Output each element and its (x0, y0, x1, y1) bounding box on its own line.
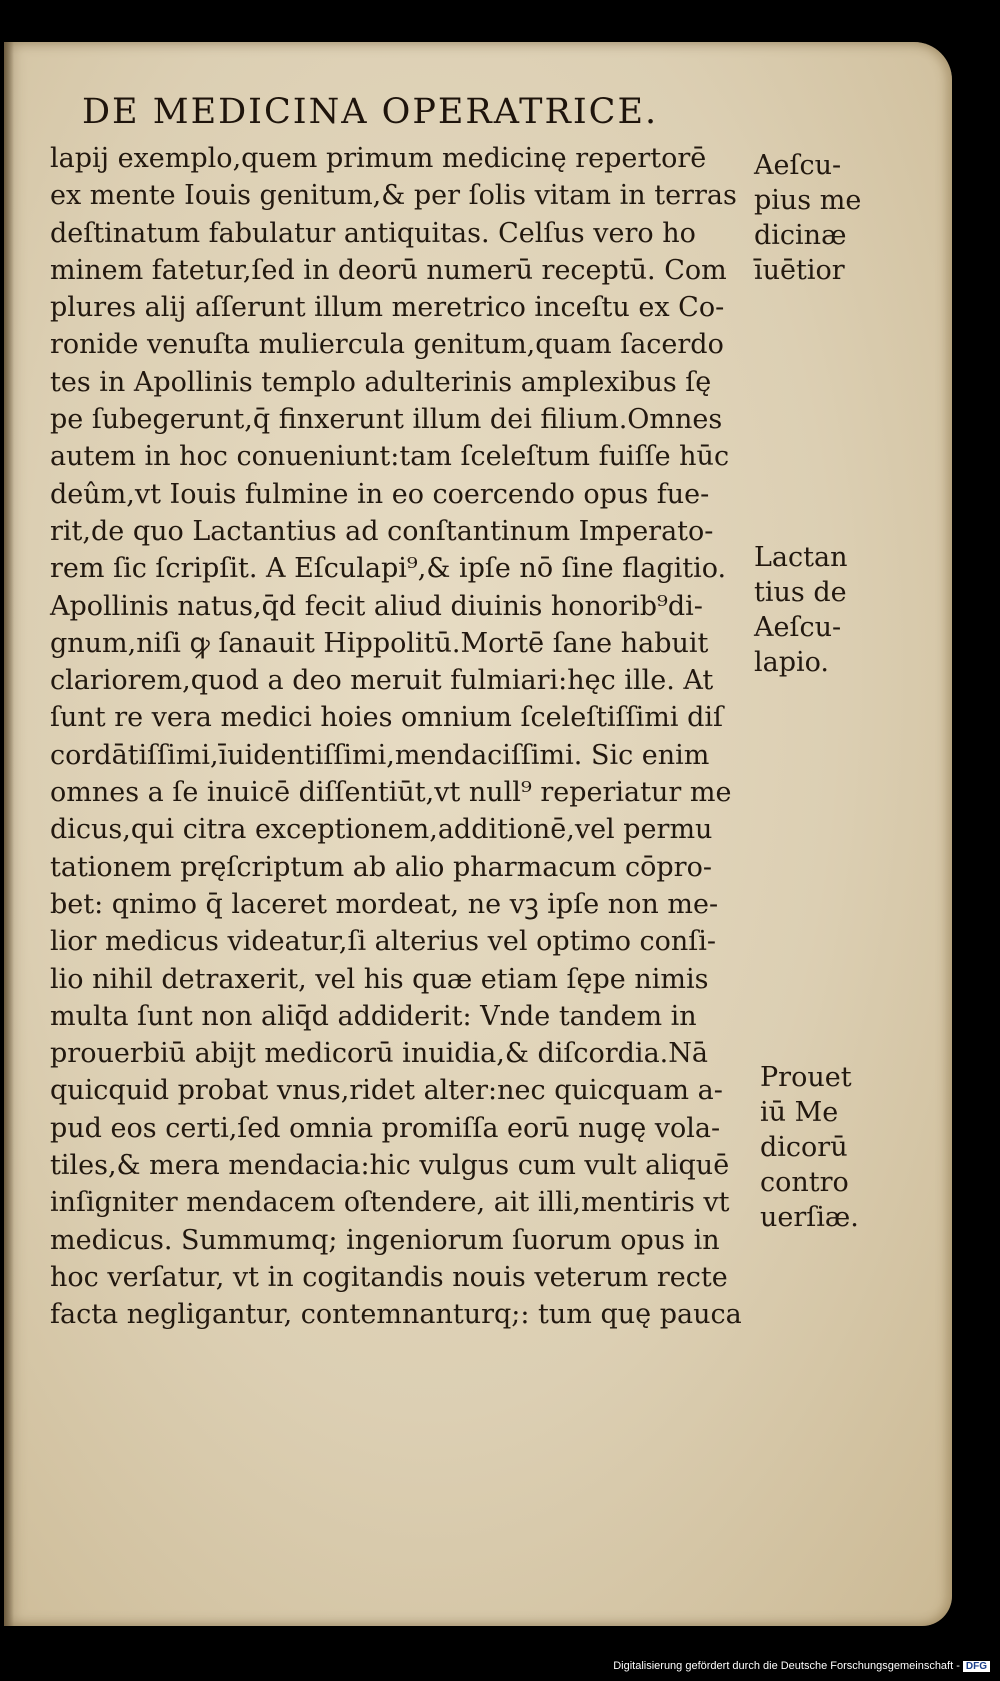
text-line: deûm,vt Iouis fulmine in eo coercendo opus fue- (50, 478, 710, 510)
text-line: pud eos certi,ſed omnia promiſſa eorū nugę vola- (50, 1112, 721, 1144)
running-head: DE MEDICINA OPERATRICE. (82, 92, 659, 132)
margin-note-lactantius (754, 540, 874, 680)
margin-note-line: Aeſcu- (754, 150, 842, 181)
dfg-logo: DFG (963, 1661, 990, 1672)
text-line: gnum,niſi ꝙ ſanauit Hippolitū.Mortē ſane habuit (50, 627, 709, 659)
text-line: lio nihil detraxerit, vel his quæ etiam ſępe nimis (50, 963, 709, 995)
text-line: dicus,qui citra exceptionem,additionē,vel permu (50, 814, 713, 846)
text-line: hoc verſatur, vt in cogitandis nouis veterum recte (50, 1261, 728, 1293)
credit-text: Digitalisierung gefördert durch die Deutsche Forschungsgemeinschaft - (613, 1660, 960, 1672)
margin-note-line: uerſiæ. (760, 1202, 859, 1233)
margin-note-line: iū Me (760, 1097, 839, 1128)
text-line: omnes a ſe inuicē diſſentiūt,vt null⁹ reperiatur me (50, 777, 732, 809)
margin-note-line: lapio. (754, 647, 830, 678)
text-line: inſigniter mendacem oſtendere, ait illi,mentiris vt (50, 1187, 730, 1219)
text-line: multa ſunt non aliq̄d addiderit: Vnde tandem in (50, 1000, 697, 1032)
text-line: rem ſic ſcripſit. A Eſculapi⁹,& ipſe nō ſine flagitio. (50, 553, 727, 585)
text-line: deſtinatum fabulatur antiquitas. Celſus vero ho (50, 217, 696, 249)
margin-note-aesculapius (754, 148, 874, 288)
text-line: prouerbiū abijt medicorū inuidia,& diſcordia.Nā (50, 1038, 708, 1070)
digitization-credit (590, 1660, 990, 1678)
text-line: minem fatetur,ſed in deorū numerū receptū. Com (50, 254, 727, 286)
margin-note-line: īuētior (754, 255, 845, 286)
margin-note-line: pius me (754, 185, 862, 216)
text-line: tationem pręſcriptum ab alio pharmacum cōpro- (50, 851, 712, 883)
text-line: quicquid probat vnus,ridet alter:nec quicquam a- (50, 1075, 723, 1107)
text-line: bet: qnimo q̄ laceret mordeat, ne vꝫ ipſe non me- (50, 888, 719, 920)
text-line: autem in hoc conueniunt:tam ſceleſtum fuiſſe hūc (50, 441, 730, 473)
body-text (50, 140, 760, 1334)
page-gutter-shadow (4, 42, 14, 1626)
margin-note-line: dicorū (760, 1132, 848, 1163)
text-line: rit,de quo Lactantius ad conſtantinum Imperato- (50, 515, 714, 547)
text-line: lior medicus videatur,ſi alterius vel optimo conſi- (50, 926, 717, 958)
margin-note-line: Aeſcu- (754, 612, 842, 643)
text-line: cordātiſſimi,īuidentiſſimi,mendaciſſimi. Sic enim (50, 739, 710, 771)
text-line: tiles,& mera mendacia:hic vulgus cum vult aliquē (50, 1150, 730, 1182)
margin-note-line: Prouet (760, 1062, 852, 1093)
text-line: lapij exemplo,quem primum medicinę repertorē (50, 143, 707, 174)
text-line: ronide venuſta muliercula genitum,quam ſacerdo (50, 329, 724, 361)
text-line: facta negligantur, contemnanturq;: tum quę pauca (50, 1299, 742, 1331)
text-line: plures alij aſſerunt illum meretrico inceſtu ex Co- (50, 292, 725, 324)
text-line: Apollinis natus,q̄d fecit aliud diuinis honorib⁹di- (50, 590, 703, 622)
margin-note-line: tius de (754, 577, 847, 608)
text-line: medicus. Summumq; ingeniorum ſuorum opus in (50, 1224, 720, 1256)
text-line: clariorem,quod a deo meruit fulmiari:hęc ille. At (50, 665, 714, 697)
margin-note-line: dicinæ (754, 220, 847, 251)
text-line: ex mente Iouis genitum,& per ſolis vitam in terras (50, 180, 737, 212)
text-line: tes in Apollinis templo adulterinis amplexibus ſę (50, 366, 712, 398)
text-line: ſunt re vera medici hoies omnium ſceleſtiſſimi diſ (50, 702, 724, 734)
margin-note-line: contro (760, 1167, 849, 1198)
margin-note-line: Lactan (754, 542, 848, 573)
text-line: pe ſubegerunt,q̄ finxerunt illum dei filium.Omnes (50, 404, 723, 436)
margin-note-proverb (760, 1060, 880, 1235)
